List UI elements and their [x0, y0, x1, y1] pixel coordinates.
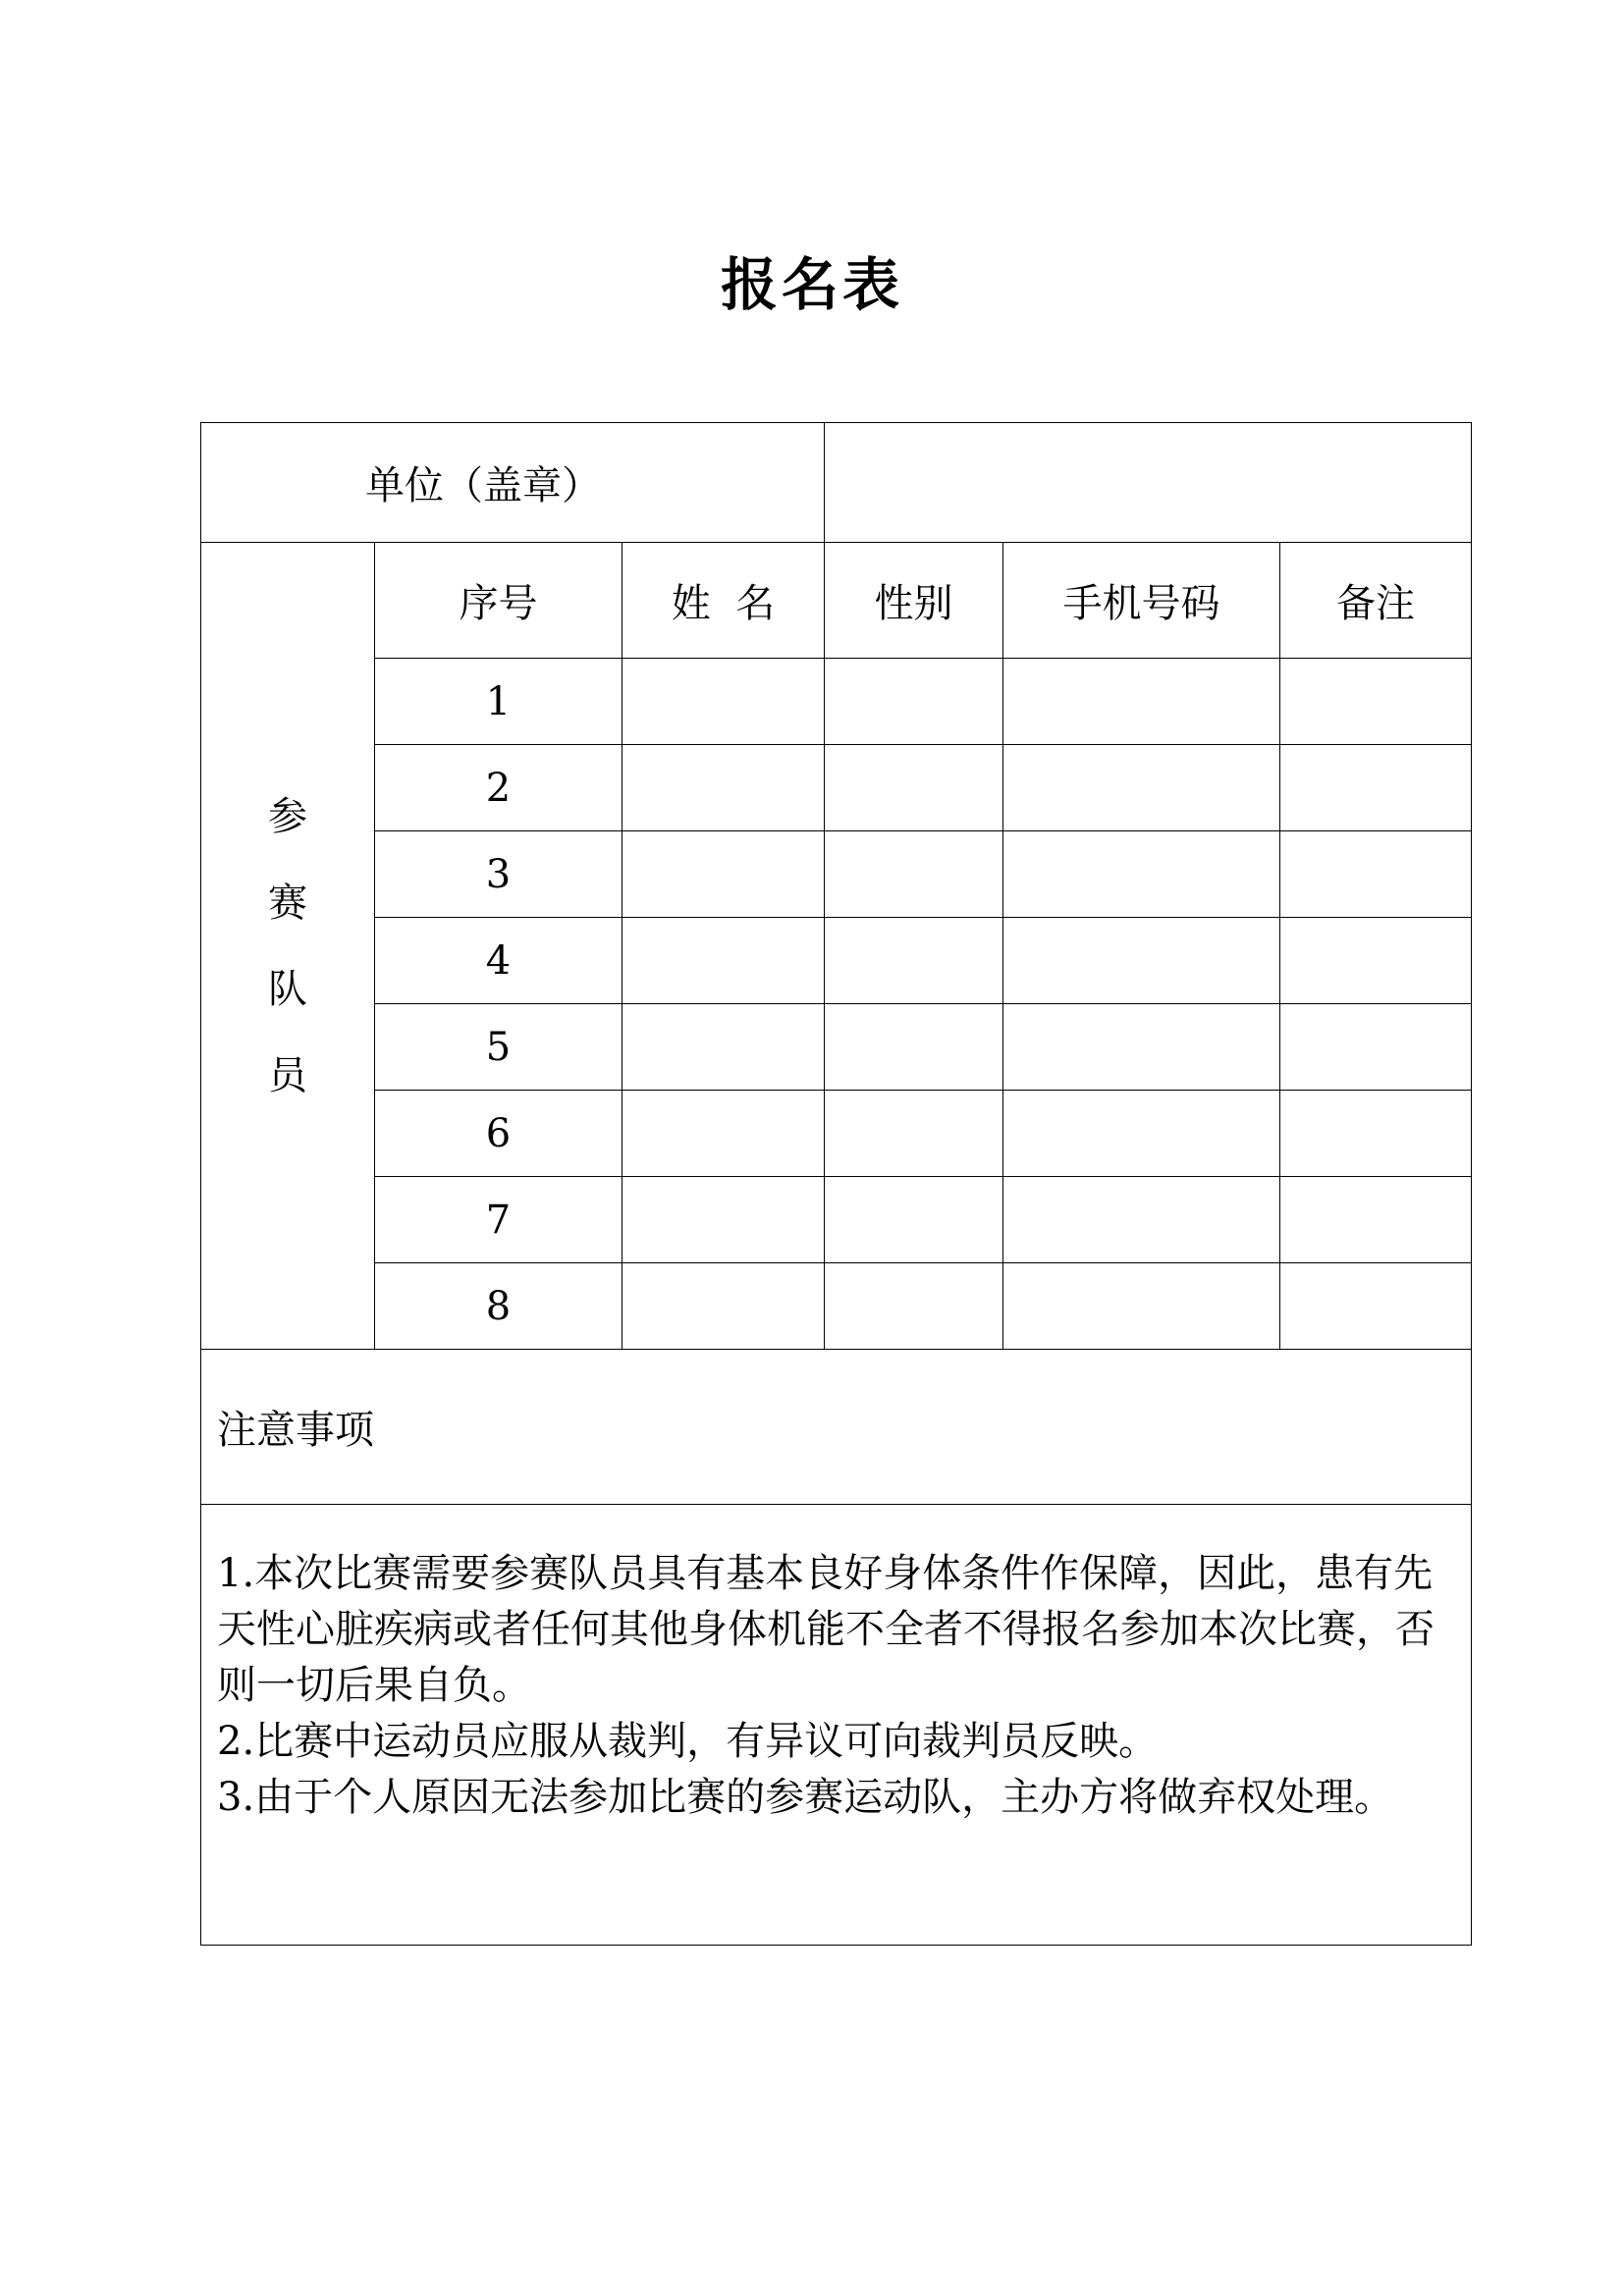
phone-cell[interactable] [1003, 918, 1280, 1004]
phone-cell[interactable] [1003, 1263, 1280, 1350]
gender-cell[interactable] [825, 745, 1003, 831]
notes-title: 注意事项 [201, 1350, 1472, 1505]
phone-cell[interactable] [1003, 831, 1280, 918]
phone-cell[interactable] [1003, 1177, 1280, 1263]
remark-cell[interactable] [1280, 745, 1472, 831]
team-label-char: 员 [268, 1052, 307, 1098]
gender-cell[interactable] [825, 1263, 1003, 1350]
table-row [201, 1263, 1472, 1350]
row-number: 2 [375, 745, 623, 831]
gender-cell[interactable] [825, 831, 1003, 918]
remark-cell[interactable] [1280, 1177, 1472, 1263]
note-item: 2.比赛中运动员应服从裁判，有异议可向裁判员反映。 [217, 1719, 1159, 1764]
table-row [201, 1091, 1472, 1177]
name-cell[interactable] [623, 918, 825, 1004]
page-title: 报名表 [720, 251, 903, 318]
team-members-label [201, 543, 375, 1350]
phone-cell[interactable] [1003, 659, 1280, 745]
name-cell[interactable] [623, 831, 825, 918]
table-row [201, 831, 1472, 918]
table-row [201, 1004, 1472, 1091]
row-number: 3 [375, 831, 623, 918]
gender-cell[interactable] [825, 1177, 1003, 1263]
remark-cell[interactable] [1280, 1091, 1472, 1177]
column-header-number: 序号 [375, 543, 623, 659]
name-cell[interactable] [623, 1263, 825, 1350]
column-header-name: 姓 名 [623, 543, 825, 659]
header-row [201, 543, 1472, 659]
table-row [201, 918, 1472, 1004]
table-row [201, 659, 1472, 745]
row-number: 8 [375, 1263, 623, 1350]
remark-cell[interactable] [1280, 918, 1472, 1004]
table-row [201, 745, 1472, 831]
gender-cell[interactable] [825, 1091, 1003, 1177]
notes-body-row [201, 1505, 1472, 1946]
unit-row [201, 423, 1472, 543]
gender-cell[interactable] [825, 1004, 1003, 1091]
remark-cell[interactable] [1280, 659, 1472, 745]
team-label-char: 参 [268, 793, 307, 839]
team-label-char: 赛 [268, 880, 307, 926]
team-label-char: 队 [268, 966, 307, 1012]
name-cell[interactable] [623, 659, 825, 745]
name-cell[interactable] [623, 1177, 825, 1263]
name-cell[interactable] [623, 745, 825, 831]
row-number: 7 [375, 1177, 623, 1263]
registration-form [200, 422, 1472, 1946]
phone-cell[interactable] [1003, 1091, 1280, 1177]
note-item: 1.本次比赛需要参赛队员具有基本良好身体条件作保障，因此，患有先天性心脏疾病或者任何其他身体机能不全者不得报名参加本次比赛，否则一切后果自负。 [217, 1551, 1435, 1708]
column-header-remark: 备注 [1280, 543, 1472, 659]
notes-title-row [201, 1350, 1472, 1505]
unit-label: 单位（盖章） [201, 423, 825, 543]
row-number: 1 [375, 659, 623, 745]
gender-cell[interactable] [825, 659, 1003, 745]
row-number: 6 [375, 1091, 623, 1177]
phone-cell[interactable] [1003, 745, 1280, 831]
column-header-gender: 性别 [825, 543, 1003, 659]
row-number: 5 [375, 1004, 623, 1091]
remark-cell[interactable] [1280, 831, 1472, 918]
remark-cell[interactable] [1280, 1263, 1472, 1350]
table-row [201, 1177, 1472, 1263]
gender-cell[interactable] [825, 918, 1003, 1004]
column-header-phone: 手机号码 [1003, 543, 1280, 659]
remark-cell[interactable] [1280, 1004, 1472, 1091]
note-item: 3.由于个人原因无法参加比赛的参赛运动队，主办方将做弃权处理。 [217, 1775, 1394, 1820]
row-number: 4 [375, 918, 623, 1004]
name-cell[interactable] [623, 1091, 825, 1177]
unit-stamp-field[interactable] [825, 423, 1472, 543]
phone-cell[interactable] [1003, 1004, 1280, 1091]
name-cell[interactable] [623, 1004, 825, 1091]
notes-body [201, 1505, 1472, 1946]
